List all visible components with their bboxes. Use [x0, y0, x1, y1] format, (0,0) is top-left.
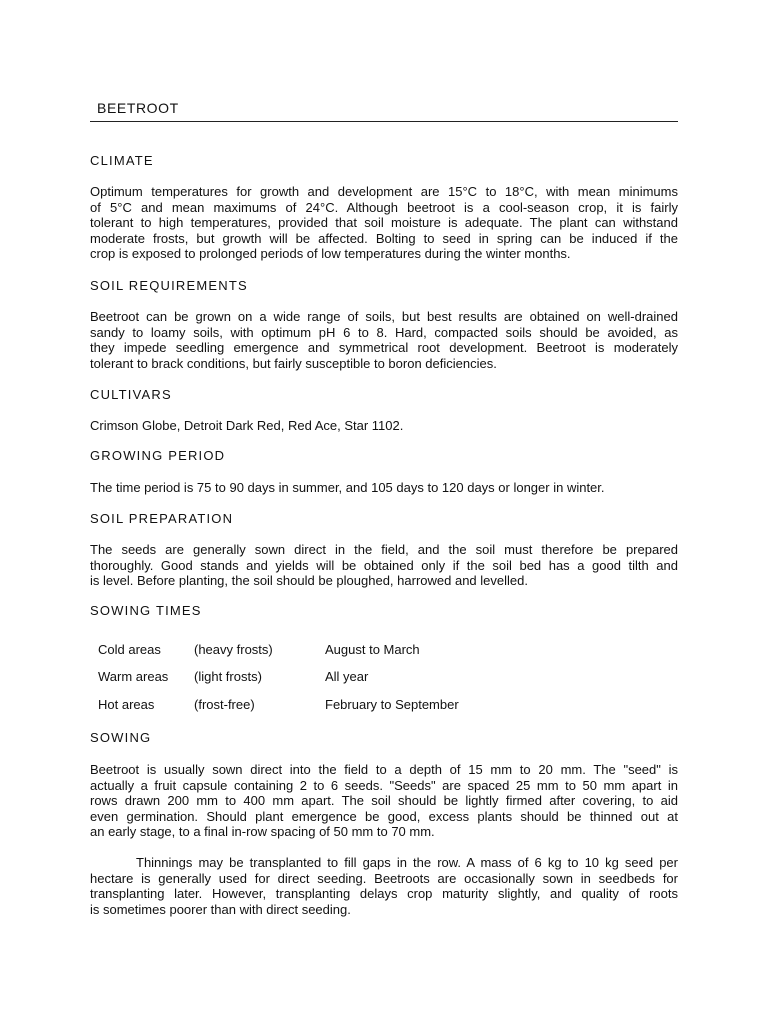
area-cell: Cold areas: [98, 642, 161, 657]
area-cell: Warm areas: [98, 669, 169, 684]
sowing-line: Beetroot is usually sown direct into the field to a depth of 15 mm to 20 mm. The "seed" is: [90, 762, 678, 777]
sowing-line: actually a fruit capsule containing 2 to 6 seeds. "Seeds" are spaced 25 mm to 50 mm apart in: [90, 777, 678, 793]
soil-requirements-paragraph: [90, 309, 678, 371]
soil-requirements-line: they impede seedling emergence and symmetrical root development. Beetroot is moderately: [90, 340, 678, 355]
soil-requirements-line: sandy to loamy soils, with optimum pH 6 to 8. Hard, compacted soils should be avoided, as: [90, 324, 678, 340]
soil-requirements-line: Beetroot can be grown on a wide range of soils, but best results are obtained on well-drained: [90, 309, 678, 324]
sowing-line: is sometimes poorer than with direct seeding.: [90, 901, 351, 917]
sowing-heading: SOWING: [90, 730, 152, 745]
period-cell: All year: [325, 669, 369, 684]
period-cell: February to September: [325, 697, 459, 712]
period-cell: August to March: [325, 642, 420, 657]
cultivars-text: Crimson Globe, Detroit Dark Red, Red Ace, Star 1102.: [90, 418, 404, 433]
soil-requirements-heading: SOIL REQUIREMENTS: [90, 278, 248, 293]
area-cell: Hot areas: [98, 697, 155, 712]
sowing-times-heading: SOWING TIMES: [90, 603, 202, 618]
sowing-line: an early stage, to a final in-row spacing of 50 mm to 70 mm.: [90, 824, 435, 839]
sowing-line: even germination. Should plant emergence be good, excess plants should be thinned out at: [90, 808, 678, 824]
sowing-line: rows drawn 200 mm to 400 mm apart. The soil should be lightly firmed after covering, to aid: [90, 793, 678, 808]
frost-cell: (light frosts): [194, 669, 262, 684]
sowing-line: Thinnings may be transplanted to fill gaps in the row. A mass of 6 kg to 10 kg seed per: [136, 855, 678, 870]
cultivars-heading: CULTIVARS: [90, 387, 172, 402]
sowing-paragraph-2: [90, 855, 678, 917]
soil-requirements-line: tolerant to brack conditions, but fairly susceptible to boron deficiencies.: [90, 355, 497, 371]
climate-heading: CLIMATE: [90, 153, 154, 168]
sowing-paragraph: [90, 762, 678, 840]
climate-line: tolerant to high temperatures, provided that soil moisture is adequate. The plant can withstand: [90, 215, 678, 230]
climate-line: of 5°C and mean maximums of 24°C. Although beetroot is a cool-season crop, it is fairly: [90, 199, 678, 215]
soil-preparation-line: thoroughly. Good stands and yields will be obtained only if the soil bed has a good tilth and: [90, 557, 678, 573]
soil-preparation-paragraph: [90, 542, 678, 589]
growing-period-text: The time period is 75 to 90 days in summer, and 105 days to 120 days or longer in winter.: [90, 480, 605, 495]
climate-line: Optimum temperatures for growth and development are 15°C to 18°C, with mean minimums: [90, 184, 678, 199]
climate-paragraph: [90, 184, 678, 262]
frost-cell: (frost-free): [194, 697, 255, 712]
climate-line: moderate frosts, but growth will be affected. Bolting to seed in spring can be induced if the: [90, 230, 678, 246]
frost-cell: (heavy frosts): [194, 642, 273, 657]
soil-preparation-line: is level. Before planting, the soil should be ploughed, harrowed and levelled.: [90, 573, 528, 588]
sowing-line: transplanting later. However, transplanting delays crop maturity slightly, and quality of roots: [90, 886, 678, 901]
document-title: BEETROOT: [97, 100, 179, 116]
soil-preparation-line: The seeds are generally sown direct in the field, and the soil must therefore be prepared: [90, 542, 678, 557]
title-underline: [90, 121, 678, 122]
growing-period-heading: GROWING PERIOD: [90, 448, 226, 463]
sowing-line: hectare is generally used for direct seeding. Beetroots are occasionally sown in seedbeds for: [90, 870, 678, 886]
soil-preparation-heading: SOIL PREPARATION: [90, 511, 234, 526]
climate-line: crop is exposed to prolonged periods of low temperatures during the winter months.: [90, 246, 571, 261]
